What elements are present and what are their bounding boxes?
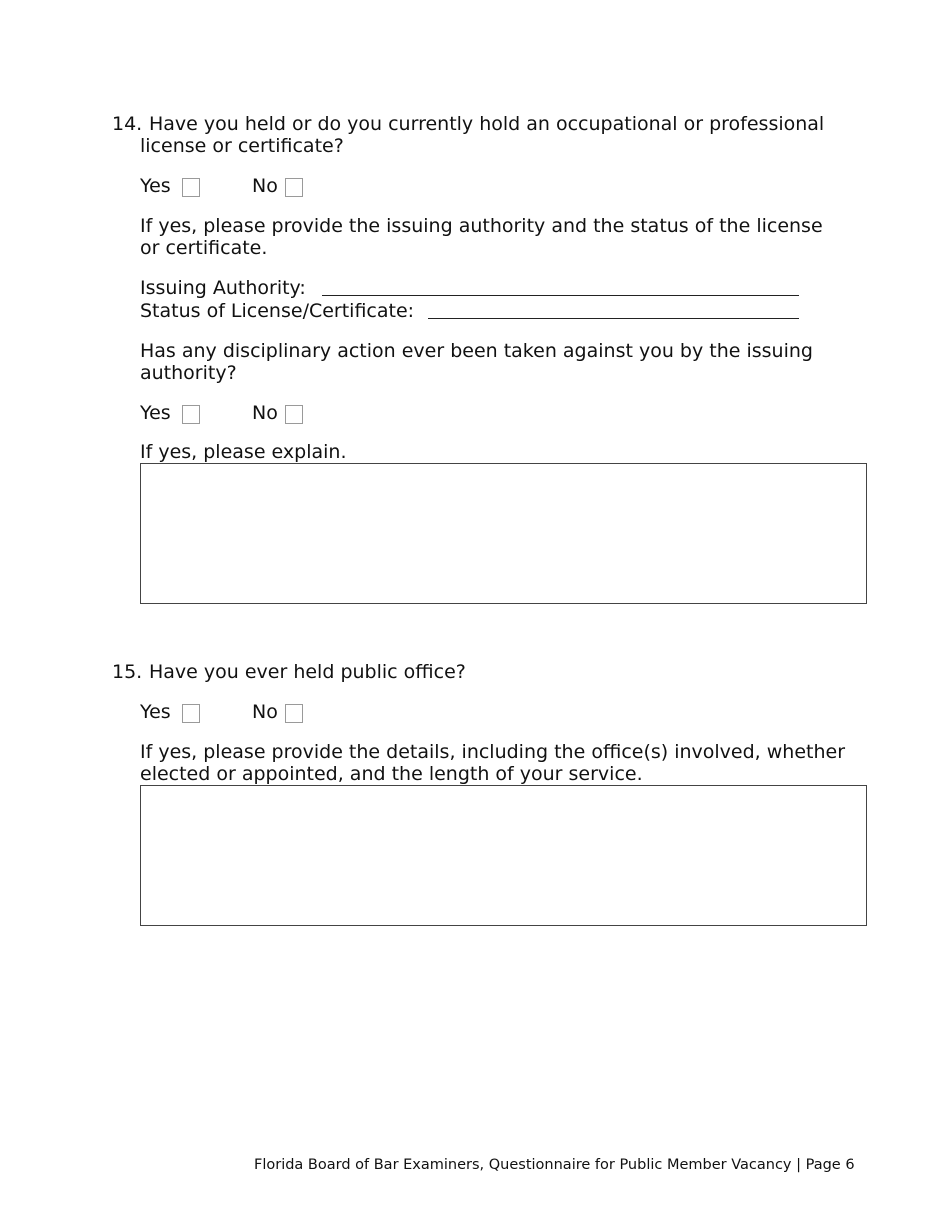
q15-number: 15. [112,661,143,683]
disc-no-label: No [252,402,278,424]
q15-details-line1: If yes, please provide the details, including the office(s) involved, whether [140,741,846,763]
explain-label: If yes, please explain. [140,441,347,463]
disc-no-checkbox[interactable] [285,405,303,424]
q15-question: Have you ever held public office? [149,661,466,683]
q14-number: 14. [112,113,143,135]
disc-yes-checkbox[interactable] [182,405,200,424]
q14-yes-label: Yes [140,175,171,197]
q14-no-label: No [252,175,278,197]
q15-yes-label: Yes [140,701,171,723]
q14-no-checkbox[interactable] [285,178,303,197]
disciplinary-line2: authority? [140,362,237,384]
q14-yes-checkbox[interactable] [182,178,200,197]
issuing-authority-field[interactable] [322,295,799,296]
q14-ifyes-line2: or certificate. [140,237,268,259]
q15-details-line2: elected or appointed, and the length of your service. [140,763,643,785]
q15-no-checkbox[interactable] [285,704,303,723]
q14-ifyes-line1: If yes, please provide the issuing authority and the status of the license [140,215,823,237]
q15-no-label: No [252,701,278,723]
page-footer: Florida Board of Bar Examiners, Questionnaire for Public Member Vacancy | Page 6 [254,1157,855,1173]
status-label: Status of License/Certificate: [140,300,415,322]
issuing-authority-label: Issuing Authority: [140,277,306,299]
disciplinary-line1: Has any disciplinary action ever been taken against you by the issuing [140,340,813,362]
explain-textbox[interactable] [140,463,867,604]
status-field[interactable] [428,318,799,319]
q15-yes-checkbox[interactable] [182,704,200,723]
q14-question-line2: license or certificate? [140,135,344,157]
q15-details-textbox[interactable] [140,785,867,926]
q14-question-line1: Have you held or do you currently hold an occupational or professional [149,113,825,135]
disc-yes-label: Yes [140,402,171,424]
